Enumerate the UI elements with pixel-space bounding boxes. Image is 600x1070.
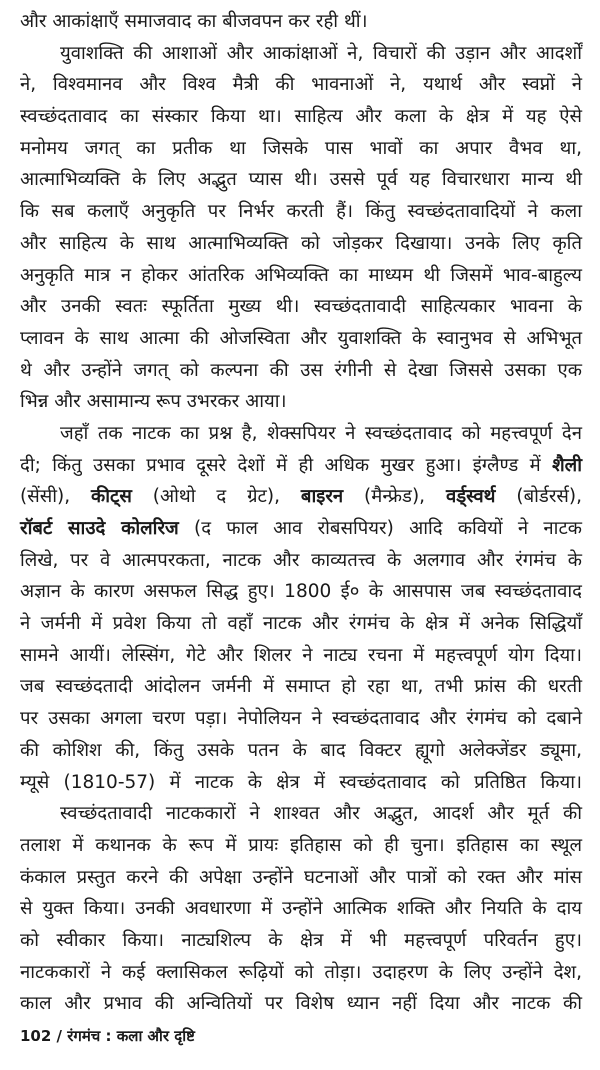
text-segment: पर उसका अगला चरण पड़ा। नेपोलियन ने स्वच्छंदतावाद और रंगमंच को दबाने [20,708,582,730]
text-line [20,355,582,387]
text-segment: अज्ञान के कारण असफल सिद्ध हुए। 1800 ई० के आसपास जब स्वच्छंदतावाद [20,581,582,603]
text-segment: अनुकृति मात्र न होकर आंतरिक अभिव्यक्ति का माध्यम थी जिसमें भाव-बाहुल्य [20,264,582,286]
text-segment: (ओथो द ग्रेट), [131,486,301,508]
text-line [20,513,582,545]
text-segment: जहाँ तक नाटक का प्रश्न है, शेक्सपियर ने स्वच्छंदतावाद को महत्त्वपूर्ण देन [60,422,582,444]
text-segment: तलाश में कथानक के रूप में प्रायः इतिहास को ही चुना। इतिहास का स्थूल [20,834,582,856]
text-segment: काल और प्रभाव की अन्वितियों पर विशेष ध्यान नहीं दिया और नाटक की [20,993,582,1015]
text-segment: सामने आयीं। लेस्सिंग, गेटे और शिलर ने नाट्य रचना में महत्त्वपूर्ण योग दिया। [20,644,582,666]
text-line [20,925,582,957]
text-segment: लिखे, पर वे आत्मपरकता, नाटक और काव्यतत्त्व के अलगाव और रंगमंच के [20,549,582,571]
text-line [20,671,582,703]
text-segment: दी; किंतु उसका प्रभाव दूसरे देशों में ही अधिक मुखर हुआ। इंग्लैण्ड में [20,454,553,476]
text-segment: स्वच्छंदतावाद का संस्कार किया था। साहित्य और कला के क्षेत्र में यह ऐसे [20,106,582,128]
text-line [20,291,582,323]
text-line [20,450,582,482]
text-line [20,988,582,1020]
text-segment: और साहित्य के साथ आत्माभिव्यक्ति को जोड़कर दिखाया। उनके लिए कृति [20,232,582,254]
text-line [20,133,582,165]
text-line [20,703,582,735]
text-segment: ने, विश्वमानव और विश्व मैत्री की भावनाओं ने, यथार्थ और स्वप्नों ने [20,74,582,96]
text-line [20,798,582,830]
text-line [20,481,582,513]
text-segment: को स्वीकार किया। नाट्यशिल्प के क्षेत्र में भी महत्त्वपूर्ण परिवर्तन हुए। [20,929,582,951]
text-line [20,260,582,292]
text-segment: म्यूसे (1810-57) में नाटक के क्षेत्र में स्वच्छंदतावाद को प्रतिष्ठित किया। [20,771,582,793]
text-line [20,640,582,672]
text-line [20,957,582,989]
text-line [20,228,582,260]
text-line [20,608,582,640]
text-segment: थे और उन्होंने जगत् को कल्पना की उस रंगीनी से देखा जिससे उसका एक [20,359,582,381]
text-segment: कि सब कलाएँ अनुकृति पर निर्भर करती हैं। किंतु स्वच्छंदतावादियों ने कला [20,201,582,223]
text-segment: प्लावन के साथ आत्मा की ओजस्विता और युवाशक्ति के स्वानुभव से अभिभूत [20,327,582,349]
page-footer: 102 / रंगमंच : कला और दृष्टि [20,1027,195,1045]
text-line [20,69,582,101]
text-line [20,101,582,133]
text-segment: युवाशक्ति की आशाओं और आकांक्षाओं ने, विचारों की उड़ान और आदर्शों [60,42,582,64]
text-line [20,735,582,767]
bold-name: शैली [552,454,582,476]
text-segment: और आकांक्षाएँ समाजवाद का बीजवपन कर रही थीं। [20,11,368,32]
text-line [20,6,582,38]
text-segment: कंकाल प्रस्तुत करने की अपेक्षा उन्होंने घटनाओं और पात्रों को रक्त और मांस [20,866,582,888]
text-segment: नाटककारों ने कई क्लासिकल रूढ़ियों को तोड़ा। उदाहरण के लिए उन्होंने देश, [20,961,582,983]
text-segment: आत्माभिव्यक्ति के लिए अद्भुत प्यास थी। उससे पूर्व यह विचारधारा मान्य थी [20,169,582,191]
text-segment: (मैन्फ्रेड), [343,486,446,508]
text-segment: स्वच्छंदतावादी नाटककारों ने शाश्वत और अद्भुत, आदर्श और मूर्त की [60,803,582,825]
text-line [20,862,582,894]
bold-name: बाइरन [300,486,344,508]
text-segment: ने जर्मनी में प्रवेश किया तो वहाँ नाटक और रंगमंच के क्षेत्र में अनेक सिद्धियाँ [20,613,582,635]
text-segment: (बोर्डरर्स), [495,486,582,508]
text-segment: (द फाल आव रोबसपियर) आदि कवियों ने नाटक [178,518,582,539]
bold-name: वर्ड्स्वर्थ [445,486,496,508]
text-line [20,38,582,70]
text-line [20,196,582,228]
text-segment: मनोमय जगत् का प्रतीक था जिसके पास भावों का अपार वैभव था, [20,137,582,159]
text-segment: भिन्न और असामान्य रूप उभरकर आया। [20,391,287,413]
text-line [20,164,582,196]
text-segment: और उनकी स्वतः स्फूर्तिता मुख्य थी। स्वच्छंदतावादी साहित्यकार भावना के [20,296,582,318]
text-segment: से युक्त किया। उनकी अवधारणा में उन्होंने आत्मिक शक्ति और नियति के दाय [20,898,582,920]
text-line [20,767,582,799]
text-line [20,893,582,925]
text-segment: जब स्वच्छंदतादी आंदोलन जर्मनी में समाप्त हो रहा था, तभी फ्रांस की धरती [20,676,582,698]
text-line [20,576,582,608]
text-line [20,386,582,418]
text-segment: (सेंसी), [20,486,92,508]
body-text [20,6,582,1020]
bold-name: रॉबर्ट साउदे कोलरिज [20,518,179,539]
text-segment: की कोशिश की, किंतु उसके पतन के बाद विक्टर ह्यूगो अलेक्जेंडर ड्यूमा, [20,739,582,761]
text-line [20,830,582,862]
bold-name: कीट्स [91,486,132,508]
text-line [20,545,582,577]
text-line [20,323,582,355]
text-line [20,418,582,450]
